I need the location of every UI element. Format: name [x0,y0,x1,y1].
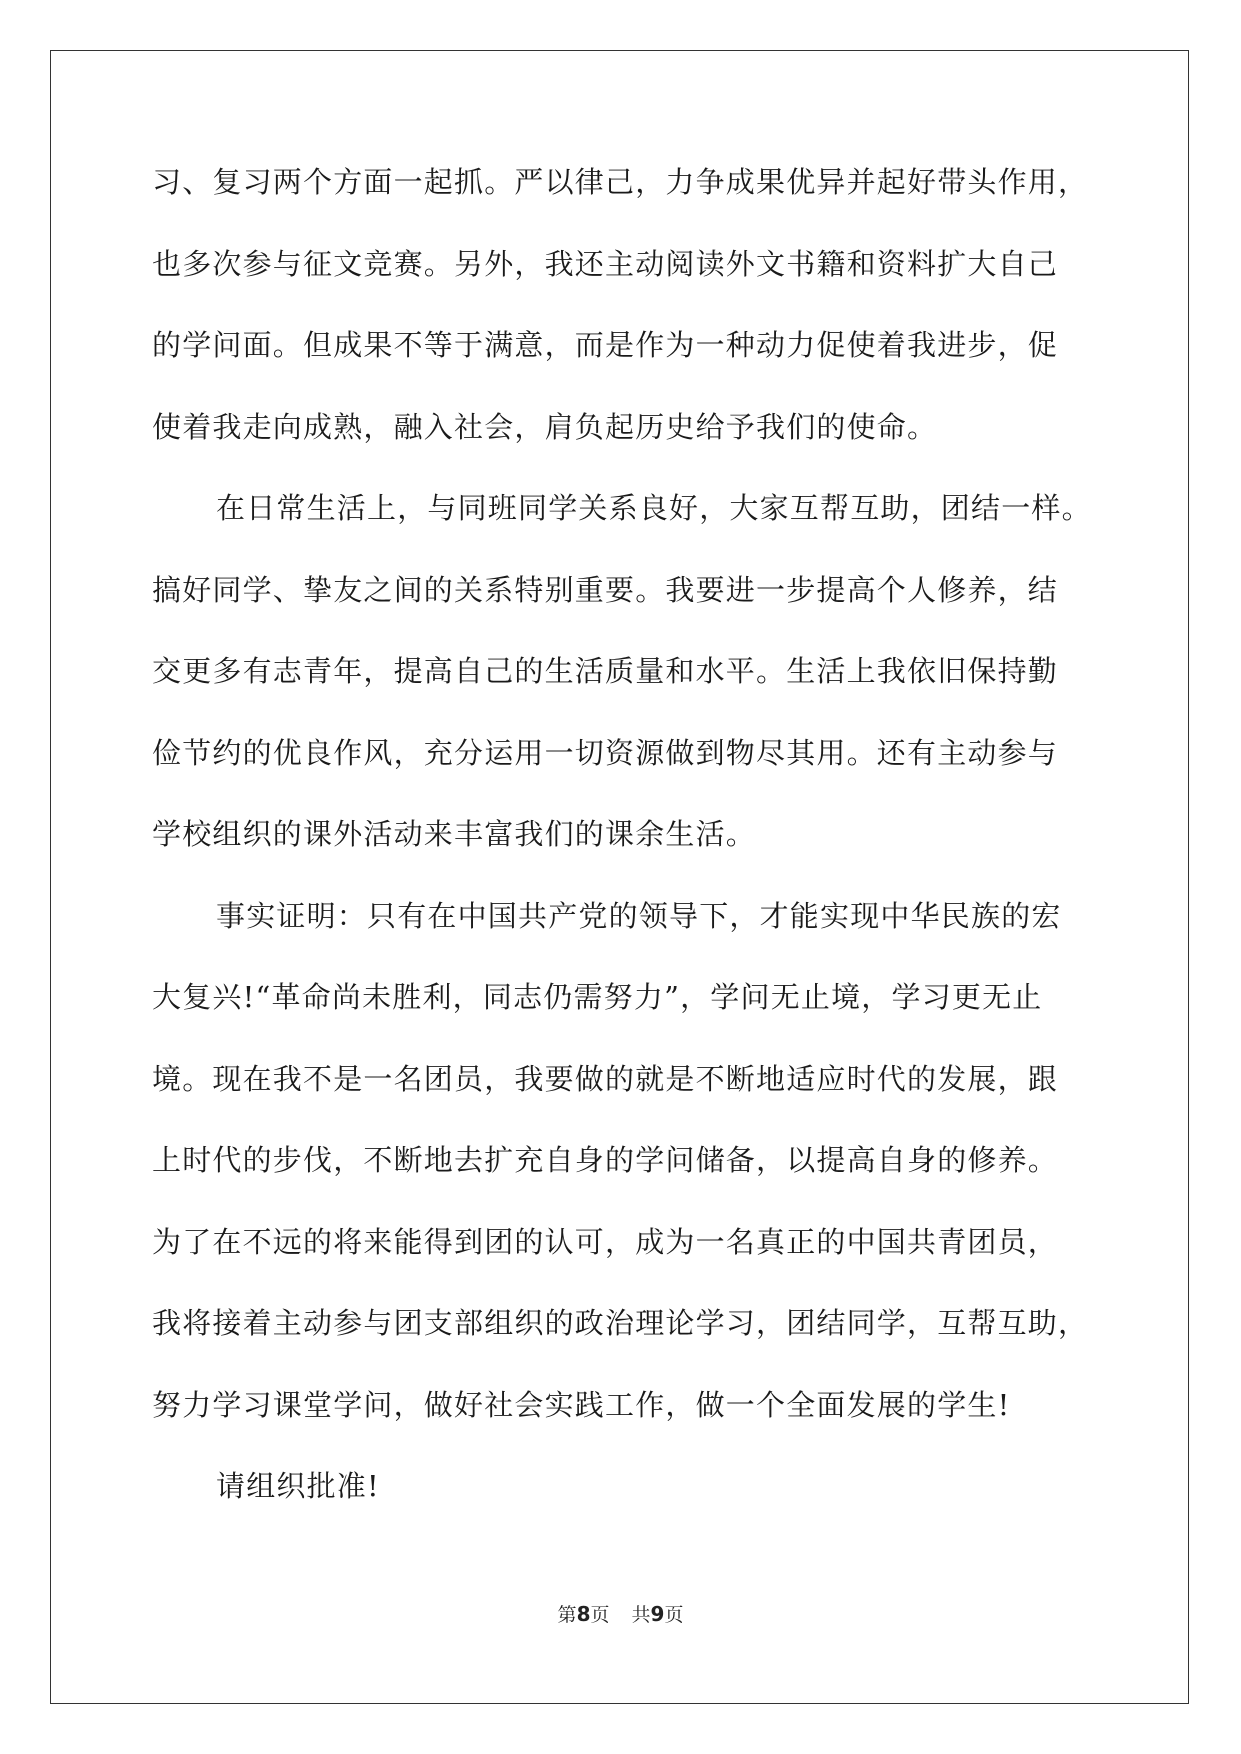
page-prefix: 第 [557,1604,577,1626]
paragraph-start-line: 在日常生活上，与同班同学关系良好，大家互帮互助，团结一样。 [216,491,1092,525]
body-line: 搞好同学、挚友之间的关系特别重要。我要进一步提高个人修养，结 [152,572,1059,607]
body-line: 交更多有志青年，提高自己的生活质量和水平。生活上我依旧保持勤 [152,654,1059,688]
body-line: 境。现在我不是一名团员，我要做的就是不断地适应时代的发展，跟 [152,1061,1059,1096]
page-total [632,1604,684,1626]
closing-line: 请组织批准! [216,1469,380,1503]
page-number [558,1604,610,1626]
body-line: 为了在不远的将来能得到团的认可，成为一名真正的中国共青团员， [152,1224,1059,1259]
body-line: 也多次参与征文竞赛。另外，我还主动阅读外文书籍和资料扩大自己 [152,246,1059,281]
body-line: 的学问面。但成果不等于满意，而是作为一种动力促使着我进步，促 [152,328,1059,362]
body-line: 大复兴!“革命尚未胜利，同志仍需努力”，学问无止境，学习更无止 [152,980,1043,1014]
total-suffix: 页 [664,1604,684,1626]
paragraph-start-line: 事实证明：只有在中国共产党的领导下，才能实现中华民族的宏 [216,898,1062,933]
page-suffix: 页 [590,1604,610,1626]
body-line: 学校组织的课外活动来丰富我们的课余生活。 [152,817,757,851]
total-prefix: 共 [631,1604,651,1626]
body-line: 使着我走向成熟，融入社会，肩负起历史给予我们的使命。 [152,409,938,444]
current-page-number: 8 [576,1602,591,1626]
document-body [152,160,1092,1546]
body-line: 上时代的步伐，不断地去扩充自身的学问储备，以提高自身的修养。 [152,1143,1059,1177]
total-page-number: 9 [650,1602,665,1626]
body-line: 习、复习两个方面一起抓。严以律己，力争成果优异并起好带头作用， [152,165,1089,199]
body-line: 努力学习课堂学问，做好社会实践工作，做一个全面发展的学生! [152,1387,1011,1422]
body-line: 俭节约的优良作风，充分运用一切资源做到物尽其用。还有主动参与 [152,735,1059,770]
body-line: 我将接着主动参与团支部组织的政治理论学习，团结同学，互帮互助， [152,1306,1089,1340]
page-footer [0,1600,1241,1627]
